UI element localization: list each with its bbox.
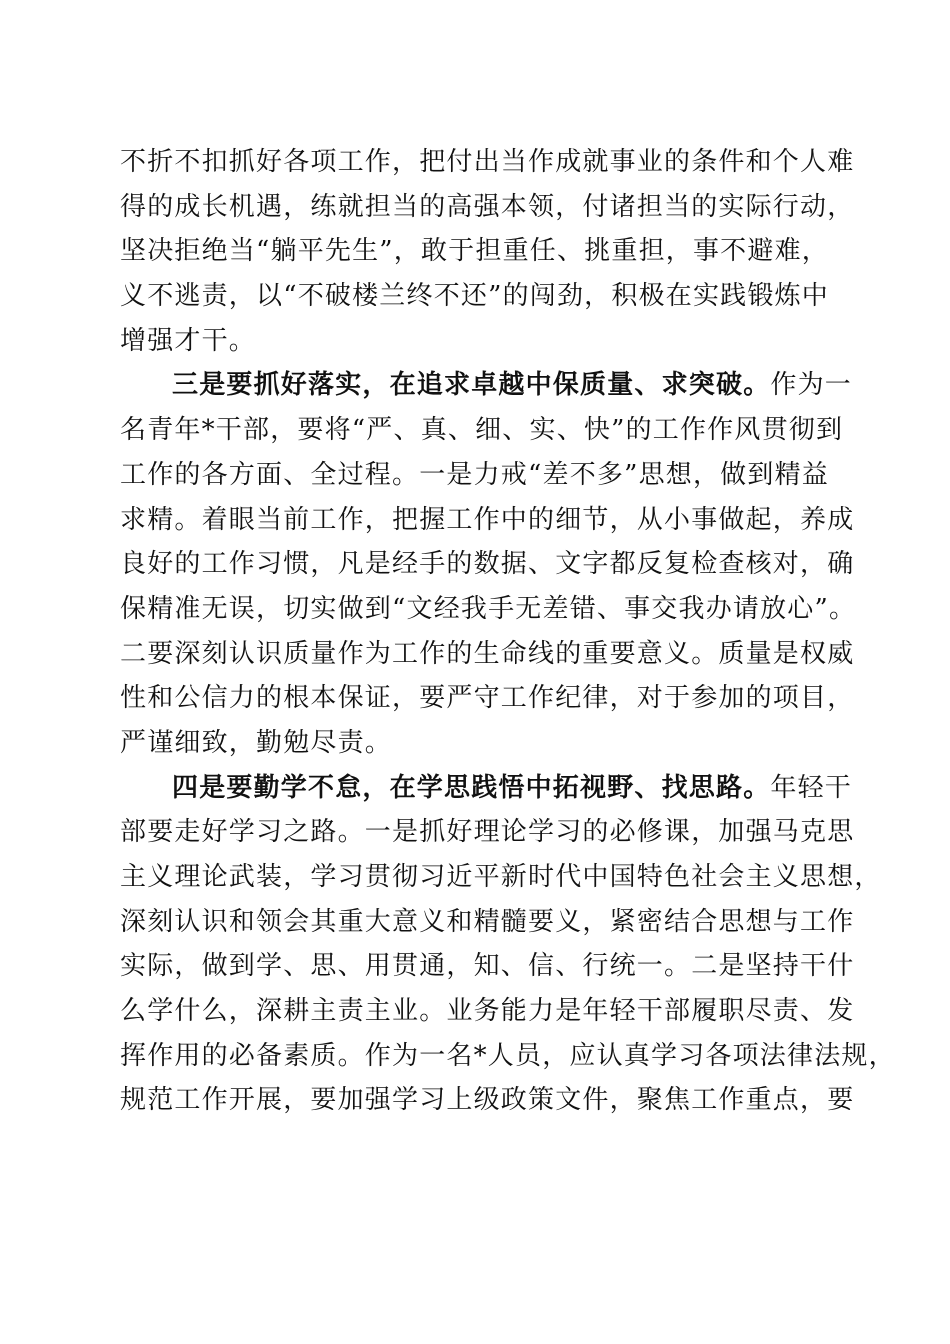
text-line: 保精准无误，切实做到“文经我手无差错、事交我办请放心”。	[120, 593, 857, 624]
paragraph-4-lead: 年轻干	[770, 772, 853, 803]
text-line: 名青年*干部，要将“严、真、细、实、快”的工作作风贯彻到	[120, 415, 844, 446]
paragraph-3-first-line	[120, 363, 853, 408]
text-line: 得的成长机遇，练就担当的高强本领，付诸担当的实际行动，	[120, 191, 855, 222]
text-line: 义不逃责，以“不破楼兰终不还”的闯劲，积极在实践锻炼中	[120, 281, 829, 312]
text-line: 坚决拒绝当“躺平先生”，敢于担重任、挑重担，事不避难，	[120, 236, 829, 267]
text-line: 规范工作开展，要加强学习上级政策文件，聚焦工作重点，要	[120, 1085, 855, 1116]
paragraph-4-first-line	[120, 766, 853, 811]
text-line: 挥作用的必备素质。作为一名*人员，应认真学习各项法律法规，	[120, 1040, 896, 1071]
text-line: 么学什么，深耕主责主业。业务能力是年轻干部履职尽责、发	[120, 996, 855, 1027]
body-text	[120, 140, 896, 1123]
text-line: 严谨细致，勤勉尽责。	[120, 727, 393, 758]
paragraph-4-heading: 四是要勤学不怠，在学思践悟中拓视野、找思路。	[172, 772, 771, 803]
paragraph-3-lead: 作为一	[770, 370, 853, 401]
text-line: 部要走好学习之路。一是抓好理论学习的必修课，加强马克思	[120, 817, 855, 848]
text-line: 性和公信力的根本保证，要严守工作纪律，对于参加的项目，	[120, 683, 855, 714]
text-line: 增强才干。	[120, 325, 257, 356]
text-line: 工作的各方面、全过程。一是力戒“差不多”思想，做到精益	[120, 459, 829, 490]
text-line: 求精。着眼当前工作，把握工作中的细节，从小事做起，养成	[120, 504, 855, 535]
text-line: 二要深刻认识质量作为工作的生命线的重要意义。质量是权威	[120, 638, 855, 669]
text-line: 深刻认识和领会其重大意义和精髓要义，紧密结合思想与工作	[120, 906, 855, 937]
text-line: 良好的工作习惯，凡是经手的数据、文字都反复检查核对，确	[120, 549, 855, 580]
paragraph-3-heading: 三是要抓好落实，在追求卓越中保质量、求突破。	[172, 370, 771, 401]
text-line: 实际，做到学、思、用贯通，知、信、行统一。二是坚持干什	[120, 951, 855, 982]
text-line: 主义理论武装，学习贯彻习近平新时代中国特色社会主义思想，	[120, 862, 882, 892]
text-line: 不折不扣抓好各项工作，把付出当作成就事业的条件和个人难	[120, 147, 855, 177]
